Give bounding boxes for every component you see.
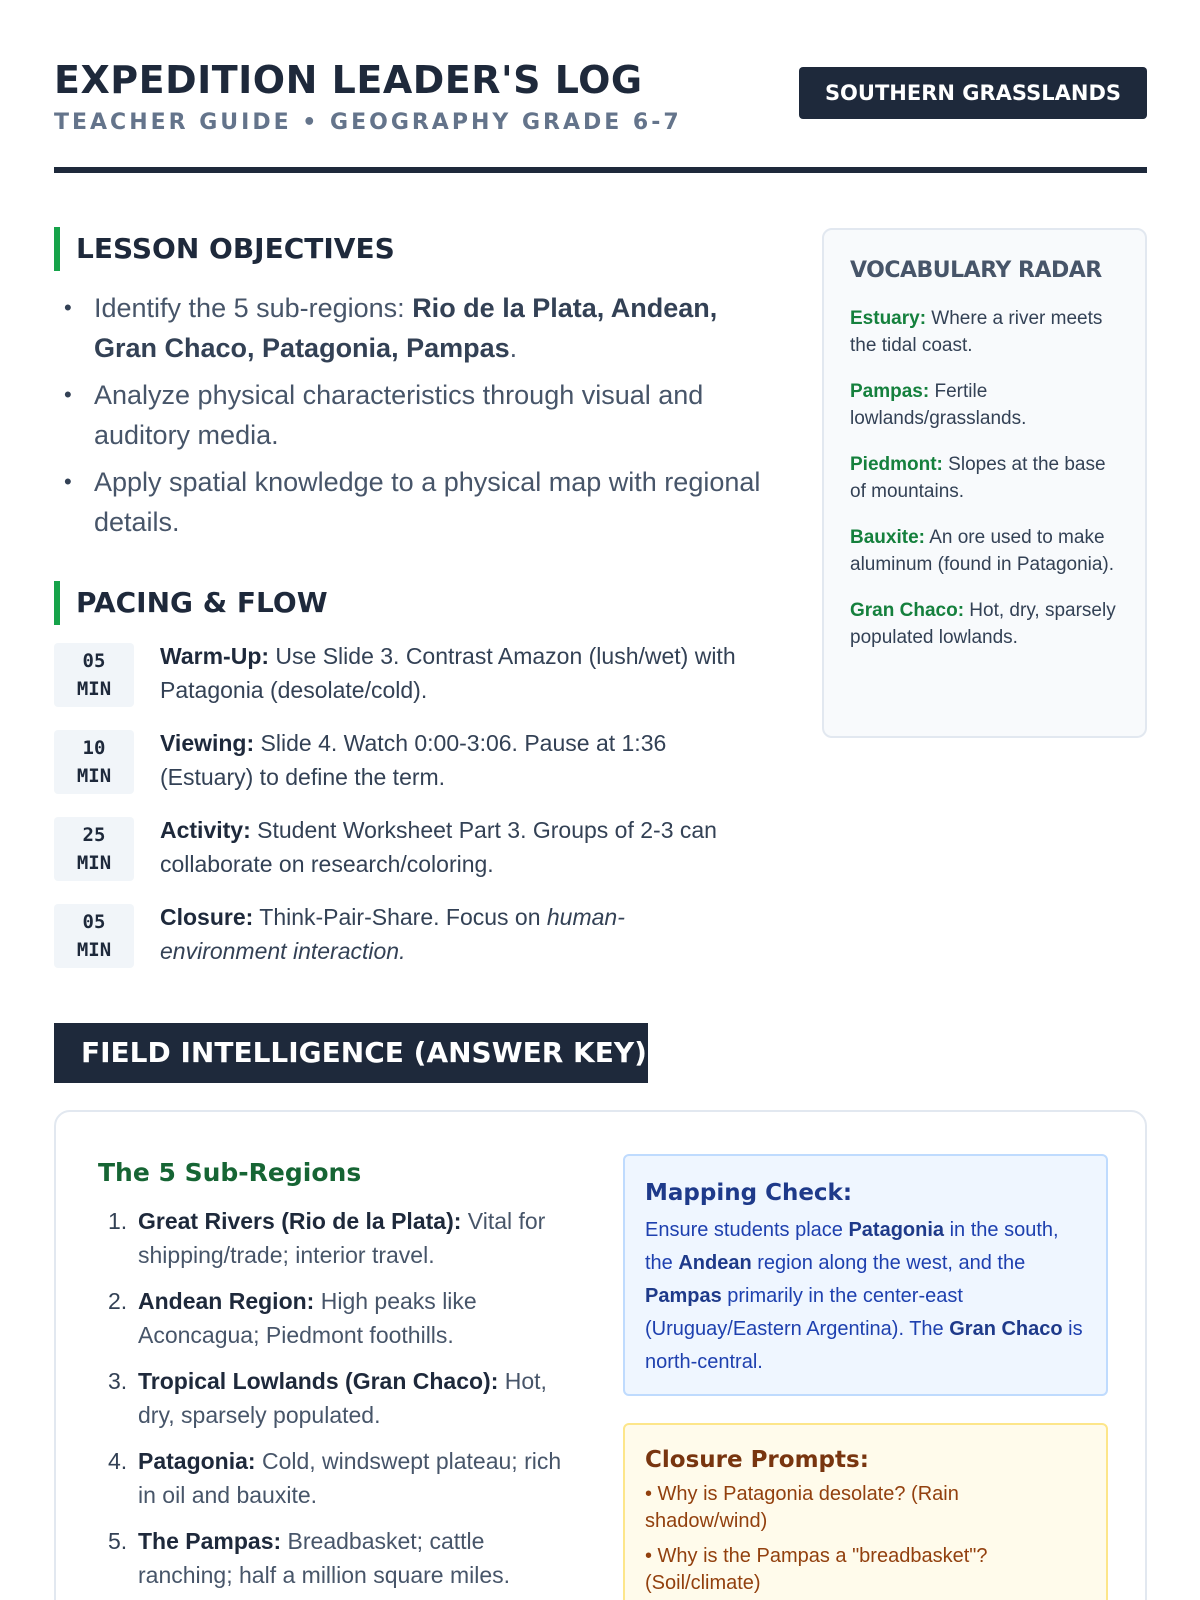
closure-prompt: • Why is the Pampas a "breadbasket"? (Soil/climate) — [645, 1545, 988, 1594]
vocabulary-definition: An ore used to make aluminum (found in Patagonia). — [850, 527, 1115, 575]
time-minutes: 10 — [82, 737, 106, 759]
pacing-suffix: . — [399, 938, 406, 964]
time-badge — [54, 817, 134, 881]
objective-suffix: . — [509, 333, 518, 363]
regions-heading: The 5 Sub-Regions — [98, 1158, 362, 1187]
region-item — [98, 1364, 578, 1432]
region-name: Andean Region: — [138, 1288, 315, 1314]
vocabulary-term: Bauxite: — [850, 527, 925, 548]
regions-list — [98, 1204, 578, 1600]
vocabulary-card — [822, 228, 1147, 738]
vocabulary-term: Piedmont: — [850, 454, 943, 475]
mapping-text-part: in the south, the — [645, 1219, 1059, 1274]
mapping-check-title: Mapping Check: — [645, 1180, 853, 1206]
pacing-item — [54, 904, 680, 968]
vocabulary-term: Gran Chaco: — [850, 600, 965, 621]
region-number: 4. — [108, 1448, 128, 1474]
time-minutes: 05 — [82, 911, 106, 933]
answer-key-panel — [54, 1110, 1147, 1600]
vocabulary-item — [850, 378, 1119, 432]
pacing-description — [160, 900, 680, 968]
mapping-region-andean: Andean — [678, 1252, 752, 1274]
time-minutes: 05 — [82, 650, 106, 672]
mapping-check-text — [645, 1214, 1086, 1379]
time-badge — [54, 730, 134, 794]
time-unit: MIN — [76, 678, 112, 700]
mapping-text-part: Ensure students place — [645, 1219, 849, 1241]
vocabulary-term: Pampas: — [850, 381, 930, 402]
closure-prompt: • Why is Patagonia desolate? (Rain shadow/wind) — [645, 1483, 959, 1532]
mapping-region-gran-chaco: Gran Chaco — [949, 1318, 1063, 1340]
vocabulary-definition: Where a river meets the tidal coast. — [850, 308, 1103, 356]
objective-regions: Rio de la Plata, Andean, Gran Chaco, Patagonia, Pampas — [94, 293, 718, 363]
pacing-item — [54, 817, 800, 881]
vocabulary-item — [850, 597, 1119, 651]
closure-prompts-title: Closure Prompts: — [645, 1447, 869, 1473]
pacing-item — [54, 730, 760, 794]
region-name: Tropical Lowlands (Gran Chaco): — [138, 1368, 499, 1394]
vocabulary-definition: Fertile lowlands/grasslands. — [850, 381, 1027, 429]
region-item — [98, 1524, 578, 1592]
time-unit: MIN — [76, 852, 112, 874]
time-unit: MIN — [76, 939, 112, 961]
vocabulary-title: VOCABULARY RADAR — [850, 258, 1102, 283]
header-divider — [54, 167, 1147, 173]
region-description: Breadbasket; cattle ranching; half a million square miles. — [138, 1528, 511, 1588]
vocabulary-item — [850, 524, 1119, 578]
mapping-region-pampas: Pampas — [645, 1285, 722, 1307]
region-item — [98, 1444, 578, 1512]
pacing-label: Warm-Up: — [160, 643, 270, 669]
vocabulary-term: Estuary: — [850, 308, 927, 329]
objectives-heading: LESSON OBJECTIVES — [54, 227, 395, 271]
region-name: The Pampas: — [138, 1528, 282, 1554]
pacing-label: Closure: — [160, 904, 254, 930]
mapping-check-box — [623, 1154, 1108, 1396]
objective-item — [62, 462, 782, 542]
region-item — [98, 1204, 578, 1272]
region-description: Cold, windswept plateau; rich in oil and bauxite. — [138, 1448, 562, 1508]
region-name: Great Rivers (Rio de la Plata): — [138, 1208, 462, 1234]
mapping-region-patagonia: Patagonia — [848, 1219, 945, 1241]
vocabulary-item — [850, 305, 1119, 359]
time-badge — [54, 904, 134, 968]
pacing-label: Activity: — [160, 817, 251, 843]
closure-prompts-box — [623, 1423, 1108, 1600]
time-unit: MIN — [76, 765, 112, 787]
pacing-description — [160, 726, 760, 794]
region-description: Vital for shipping/trade; interior travel. — [138, 1208, 546, 1268]
page-subtitle: TEACHER GUIDE • GEOGRAPHY GRADE 6-7 — [54, 110, 682, 135]
region-number: 1. — [108, 1208, 128, 1234]
objective-text: Apply spatial knowledge to a physical map with regional details. — [94, 467, 761, 537]
pacing-emphasis: human-environment interaction — [160, 904, 625, 964]
objective-text: Identify the 5 sub-regions: — [94, 293, 413, 323]
page-title: EXPEDITION LEADER'S LOG — [54, 58, 643, 102]
time-minutes: 25 — [82, 824, 106, 846]
region-number: 3. — [108, 1368, 128, 1394]
vocabulary-item — [850, 451, 1119, 505]
region-item — [98, 1284, 578, 1352]
answer-key-banner: FIELD INTELLIGENCE (ANSWER KEY) — [54, 1023, 648, 1083]
pacing-text: Student Worksheet Part 3. Groups of 2-3 can collaborate on research/coloring. — [160, 817, 717, 877]
objective-item — [62, 288, 782, 368]
region-number: 5. — [108, 1528, 128, 1554]
pacing-text: Use Slide 3. Contrast Amazon (lush/wet) with Patagonia (desolate/cold). — [160, 643, 736, 703]
region-badge: SOUTHERN GRASSLANDS — [799, 67, 1147, 119]
region-number: 2. — [108, 1288, 128, 1314]
region-description: High peaks like Aconcagua; Piedmont foothills. — [138, 1288, 477, 1348]
pacing-heading: PACING & FLOW — [54, 581, 328, 625]
pacing-label: Viewing: — [160, 730, 255, 756]
vocabulary-definition: Slopes at the base of mountains. — [850, 454, 1106, 502]
objective-text: Analyze physical characteristics through visual and auditory media. — [94, 380, 704, 450]
mapping-text-part: primarily in the center-east (Uruguay/Eastern Argentina). The — [645, 1285, 963, 1340]
pacing-item — [54, 643, 760, 707]
region-name: Patagonia: — [138, 1448, 256, 1474]
vocabulary-definition: Hot, dry, sparsely populated lowlands. — [850, 600, 1116, 648]
pacing-description — [160, 813, 800, 881]
objectives-list — [62, 288, 782, 549]
pacing-description — [160, 639, 760, 707]
time-badge — [54, 643, 134, 707]
mapping-text-part: is north-central. — [645, 1318, 1083, 1373]
objective-item — [62, 375, 782, 455]
region-description: Hot, dry, sparsely populated. — [138, 1368, 547, 1428]
pacing-text: Think-Pair-Share. Focus on — [253, 904, 547, 930]
page-header — [54, 58, 1147, 135]
mapping-text-part: region along the west, and the — [751, 1252, 1026, 1274]
pacing-text: Slide 4. Watch 0:00-3:06. Pause at 1:36 (Estuary) to define the term. — [160, 730, 667, 790]
